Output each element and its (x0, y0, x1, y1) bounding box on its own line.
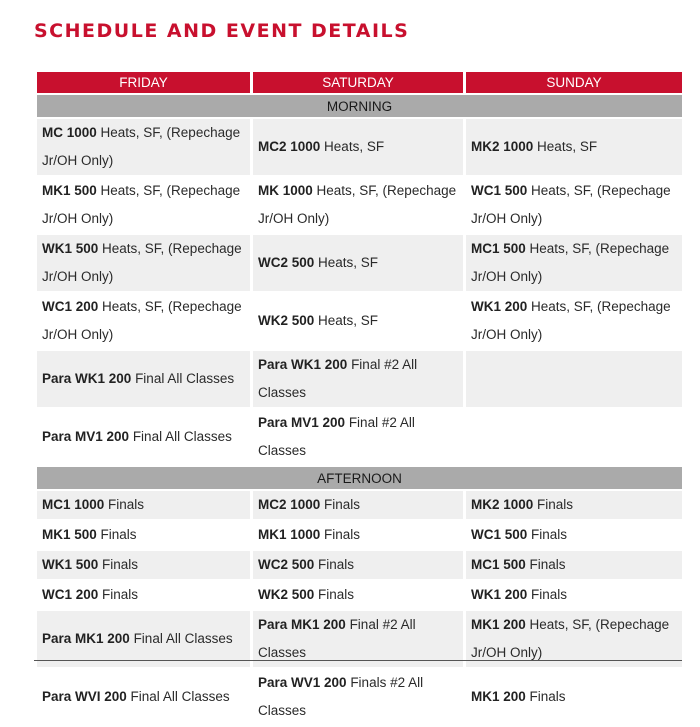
event-cell (466, 351, 682, 407)
event-code: WK2 500 (258, 313, 315, 328)
event-cell (466, 551, 682, 579)
event-description: Finals (527, 527, 568, 542)
event-cell (466, 235, 682, 291)
event-cell (466, 669, 682, 725)
event-description: Final #2 All Classes (258, 415, 415, 458)
event-code: Para MK1 200 (42, 631, 130, 646)
event-cell (253, 235, 463, 291)
event-code: WK1 500 (42, 241, 99, 256)
event-code: Para WVI 200 (42, 689, 127, 704)
event-code: WK1 200 (471, 299, 528, 314)
schedule-row (37, 551, 682, 579)
event-cell (466, 119, 682, 175)
event-cell (37, 581, 250, 609)
day-header-row (37, 72, 682, 93)
schedule-row (37, 611, 682, 667)
event-description: Finals (320, 527, 361, 542)
event-code: MK1 200 (471, 689, 526, 704)
schedule-row (37, 581, 682, 609)
event-description: Heats, SF, (Repechage Jr/OH Only) (471, 183, 671, 226)
event-code: WC2 500 (258, 255, 315, 270)
event-description: Finals (527, 587, 568, 602)
event-cell (253, 119, 463, 175)
event-cell (37, 491, 250, 519)
event-cell (466, 521, 682, 549)
event-code: WC2 500 (258, 557, 315, 572)
event-cell (466, 581, 682, 609)
event-description: Finals (525, 689, 566, 704)
event-description: Final #2 All Classes (258, 617, 416, 660)
event-code: WK2 500 (258, 587, 315, 602)
bottom-divider (34, 660, 682, 661)
event-code: Para MV1 200 (42, 429, 130, 444)
event-description: Finals (98, 587, 139, 602)
schedule-row (37, 669, 682, 725)
event-description: Finals (314, 557, 355, 572)
event-code: Para WK1 200 (258, 357, 348, 372)
section-header-morning: MORNING (37, 95, 682, 117)
event-code: MC1 500 (471, 557, 526, 572)
event-cell (466, 409, 682, 465)
section-header-row (37, 467, 682, 489)
event-code: MK1 500 (42, 183, 97, 198)
event-code: Para MK1 200 (258, 617, 346, 632)
day-header-sunday: SUNDAY (466, 72, 682, 93)
event-cell (253, 351, 463, 407)
event-code: MK2 1000 (471, 139, 534, 154)
event-cell (253, 521, 463, 549)
event-description: Finals (320, 497, 361, 512)
event-description: Final All Classes (129, 631, 233, 646)
event-cell (37, 521, 250, 549)
event-description: Finals (314, 587, 355, 602)
event-description: Finals (104, 497, 145, 512)
event-cell (37, 177, 250, 233)
schedule-row (37, 235, 682, 291)
event-cell (466, 491, 682, 519)
event-cell (466, 177, 682, 233)
event-code: MK1 500 (42, 527, 97, 542)
day-header-friday: FRIDAY (37, 72, 250, 93)
event-description: Heats, SF (314, 313, 379, 328)
section-header-row (37, 95, 682, 117)
event-cell (37, 351, 250, 407)
event-code: WC1 200 (42, 587, 99, 602)
event-code: WC1 500 (471, 183, 528, 198)
event-description: Finals (533, 497, 574, 512)
event-code: WK1 200 (471, 587, 528, 602)
event-cell (37, 611, 250, 667)
event-cell (37, 551, 250, 579)
schedule-row (37, 409, 682, 465)
event-description: Heats, SF, (Repechage Jr/OH Only) (471, 299, 671, 342)
event-code: WC1 200 (42, 299, 99, 314)
event-cell (253, 611, 463, 667)
schedule-row (37, 119, 682, 175)
event-description: Heats, SF (533, 139, 598, 154)
event-code: MC2 1000 (258, 497, 321, 512)
event-code: Para WV1 200 (258, 675, 347, 690)
section-header-afternoon: AFTERNOON (37, 467, 682, 489)
schedule-row (37, 351, 682, 407)
event-code: MK1 200 (471, 617, 526, 632)
event-description: Final All Classes (129, 429, 232, 444)
event-description: Finals (525, 557, 566, 572)
page-title: SCHEDULE AND EVENT DETAILS (34, 20, 410, 42)
event-code: MC1 500 (471, 241, 526, 256)
event-code: WC1 500 (471, 527, 528, 542)
event-cell (253, 551, 463, 579)
event-cell (253, 293, 463, 349)
event-code: MC2 1000 (258, 139, 321, 154)
schedule-row (37, 177, 682, 233)
schedule-row (37, 491, 682, 519)
schedule-row (37, 293, 682, 349)
event-description: Heats, SF, (Repechage Jr/OH Only) (471, 617, 670, 660)
schedule-row (37, 521, 682, 549)
event-description: Heats, SF, (Repechage Jr/OH Only) (42, 299, 242, 342)
event-description: Heats, SF, (Repechage Jr/OH Only) (42, 183, 241, 226)
event-description: Heats, SF, (Repechage Jr/OH Only) (42, 241, 242, 284)
event-description: Heats, SF, (Repechage Jr/OH Only) (42, 125, 241, 168)
event-code: Para WK1 200 (42, 371, 132, 386)
event-cell (253, 409, 463, 465)
event-description: Finals (96, 527, 137, 542)
event-cell (466, 611, 682, 667)
event-code: Para MV1 200 (258, 415, 346, 430)
event-cell (253, 491, 463, 519)
schedule-table (34, 70, 685, 727)
event-code: WK1 500 (42, 557, 99, 572)
event-cell (37, 119, 250, 175)
event-code: MC1 1000 (42, 497, 105, 512)
event-cell (37, 409, 250, 465)
event-description: Finals #2 All Classes (258, 675, 424, 718)
event-description: Final All Classes (126, 689, 230, 704)
event-description: Heats, SF, (Repechage Jr/OH Only) (471, 241, 670, 284)
event-cell (253, 177, 463, 233)
event-description: Heats, SF (314, 255, 379, 270)
event-cell (253, 581, 463, 609)
event-cell (37, 669, 250, 725)
event-cell (466, 293, 682, 349)
event-description: Heats, SF (320, 139, 385, 154)
event-code: MK 1000 (258, 183, 313, 198)
event-description: Heats, SF, (Repechage Jr/OH Only) (258, 183, 457, 226)
event-code: MK1 1000 (258, 527, 321, 542)
event-code: MC 1000 (42, 125, 97, 140)
event-code: MK2 1000 (471, 497, 534, 512)
event-cell (253, 669, 463, 725)
event-cell (37, 235, 250, 291)
event-description: Final All Classes (131, 371, 235, 386)
event-cell (37, 293, 250, 349)
event-description: Final #2 All Classes (258, 357, 418, 400)
event-description: Finals (98, 557, 139, 572)
day-header-saturday: SATURDAY (253, 72, 463, 93)
